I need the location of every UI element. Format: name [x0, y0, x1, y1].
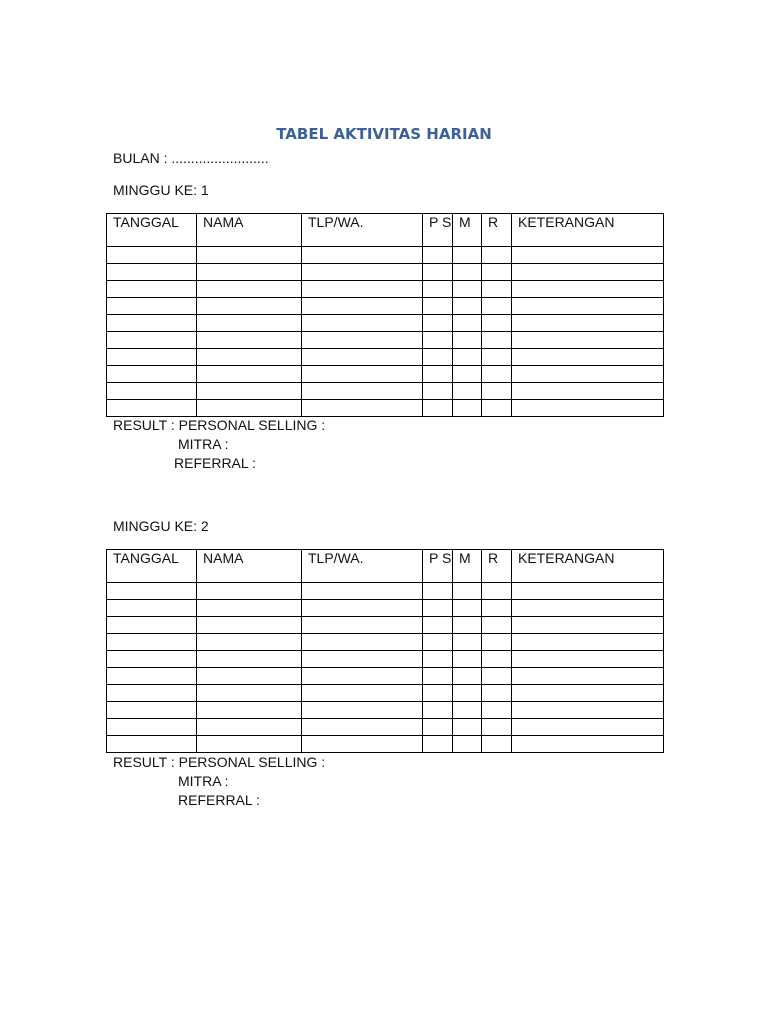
table-cell: [107, 366, 197, 383]
table-cell: [197, 736, 302, 753]
header-ps: P S: [423, 214, 453, 247]
table-row: [107, 617, 664, 634]
header-tlp-wa: TLP/WA.: [302, 550, 423, 583]
table-cell: [482, 600, 512, 617]
table-cell: [302, 264, 423, 281]
table-cell: [302, 668, 423, 685]
table-cell: [302, 366, 423, 383]
table-cell: [423, 247, 453, 264]
week-2-result-personal-selling: RESULT : PERSONAL SELLING :: [113, 754, 326, 770]
table-cell: [107, 702, 197, 719]
table-cell: [453, 281, 482, 298]
table-cell: [453, 315, 482, 332]
table-cell: [107, 668, 197, 685]
table-cell: [302, 298, 423, 315]
header-tlp-wa: TLP/WA.: [302, 214, 423, 247]
table-cell: [197, 315, 302, 332]
table-cell: [302, 349, 423, 366]
table-cell: [107, 315, 197, 332]
table-cell: [482, 264, 512, 281]
table-cell: [197, 332, 302, 349]
table-cell: [482, 281, 512, 298]
week-1-table: [106, 213, 664, 417]
table-cell: [302, 247, 423, 264]
table-cell: [197, 702, 302, 719]
table-cell: [107, 247, 197, 264]
table-cell: [197, 634, 302, 651]
table-cell: [302, 383, 423, 400]
table-cell: [512, 247, 664, 264]
table-row: [107, 668, 664, 685]
table-cell: [512, 651, 664, 668]
table-cell: [302, 634, 423, 651]
table-cell: [423, 298, 453, 315]
table-cell: [512, 736, 664, 753]
table-cell: [482, 617, 512, 634]
table-cell: [482, 383, 512, 400]
table-cell: [423, 264, 453, 281]
table-cell: [512, 668, 664, 685]
table-cell: [512, 702, 664, 719]
header-tanggal: TANGGAL: [107, 214, 197, 247]
table-row: [107, 600, 664, 617]
table-row: [107, 583, 664, 600]
header-m: M: [453, 214, 482, 247]
table-cell: [197, 366, 302, 383]
table-row: [107, 315, 664, 332]
table-cell: [107, 400, 197, 417]
table-row: [107, 634, 664, 651]
header-nama: NAMA: [197, 214, 302, 247]
header-tanggal: TANGGAL: [107, 550, 197, 583]
week-1-result-mitra: MITRA :: [178, 436, 229, 452]
table-cell: [423, 702, 453, 719]
header-keterangan: KETERANGAN: [512, 214, 664, 247]
table-cell: [453, 668, 482, 685]
table-cell: [423, 600, 453, 617]
table-cell: [107, 685, 197, 702]
bulan-line: BULAN : .........................: [113, 150, 269, 166]
table-cell: [197, 281, 302, 298]
table-cell: [423, 719, 453, 736]
table-cell: [423, 349, 453, 366]
table-row: [107, 400, 664, 417]
table-cell: [423, 736, 453, 753]
table-cell: [107, 634, 197, 651]
week-1-result-personal-selling: RESULT : PERSONAL SELLING :: [113, 417, 326, 433]
table-cell: [107, 298, 197, 315]
week-1-result-referral: REFERRAL :: [174, 455, 256, 471]
table-row: [107, 685, 664, 702]
table-cell: [197, 685, 302, 702]
table-cell: [107, 583, 197, 600]
header-ps: P S: [423, 550, 453, 583]
table-cell: [107, 332, 197, 349]
table-cell: [107, 651, 197, 668]
table-cell: [302, 600, 423, 617]
table-cell: [302, 281, 423, 298]
table-cell: [512, 617, 664, 634]
table-cell: [512, 298, 664, 315]
table-cell: [512, 400, 664, 417]
week-2-result-referral: REFERRAL :: [178, 792, 260, 808]
table-cell: [453, 247, 482, 264]
table-cell: [453, 600, 482, 617]
document-title: TABEL AKTIVITAS HARIAN: [276, 125, 492, 143]
week-2-table: [106, 549, 664, 753]
table-cell: [453, 617, 482, 634]
table-cell: [453, 349, 482, 366]
table-cell: [107, 264, 197, 281]
table-cell: [107, 281, 197, 298]
table-cell: [453, 634, 482, 651]
table-cell: [423, 366, 453, 383]
table-cell: [302, 702, 423, 719]
table-cell: [423, 583, 453, 600]
table-cell: [197, 264, 302, 281]
table-cell: [512, 281, 664, 298]
table-cell: [482, 719, 512, 736]
table-cell: [302, 332, 423, 349]
table-row: [107, 281, 664, 298]
header-keterangan: KETERANGAN: [512, 550, 664, 583]
header-r: R: [482, 550, 512, 583]
table-cell: [302, 583, 423, 600]
table-cell: [302, 400, 423, 417]
table-cell: [423, 383, 453, 400]
table-cell: [453, 298, 482, 315]
table-cell: [482, 349, 512, 366]
table-cell: [423, 281, 453, 298]
table-cell: [302, 617, 423, 634]
table-cell: [512, 332, 664, 349]
table-row: [107, 298, 664, 315]
table-row: [107, 719, 664, 736]
table-cell: [512, 383, 664, 400]
table-cell: [482, 651, 512, 668]
table-row: [107, 383, 664, 400]
table-cell: [197, 668, 302, 685]
table-cell: [512, 600, 664, 617]
week-2-result-mitra: MITRA :: [178, 773, 229, 789]
table-row: [107, 247, 664, 264]
table-cell: [482, 400, 512, 417]
table-cell: [423, 315, 453, 332]
table-cell: [107, 349, 197, 366]
table-row: [107, 332, 664, 349]
table-cell: [512, 583, 664, 600]
table-cell: [453, 383, 482, 400]
table-cell: [197, 247, 302, 264]
table-cell: [453, 719, 482, 736]
table-cell: [107, 600, 197, 617]
table-cell: [453, 736, 482, 753]
table-cell: [107, 719, 197, 736]
table-cell: [482, 583, 512, 600]
table-row: [107, 736, 664, 753]
header-r: R: [482, 214, 512, 247]
table-cell: [482, 298, 512, 315]
table-cell: [482, 702, 512, 719]
table-cell: [453, 651, 482, 668]
table-cell: [482, 668, 512, 685]
table-cell: [453, 685, 482, 702]
table-cell: [512, 685, 664, 702]
table-cell: [197, 600, 302, 617]
table-cell: [423, 332, 453, 349]
table-cell: [197, 617, 302, 634]
table-header-row: [107, 550, 664, 583]
table-cell: [302, 315, 423, 332]
table-row: [107, 366, 664, 383]
table-row: [107, 349, 664, 366]
table-header-row: [107, 214, 664, 247]
table-row: [107, 651, 664, 668]
table-cell: [423, 685, 453, 702]
header-nama: NAMA: [197, 550, 302, 583]
week-2-label: MINGGU KE: 2: [113, 518, 209, 534]
table-row: [107, 264, 664, 281]
table-cell: [107, 736, 197, 753]
table-cell: [197, 400, 302, 417]
table-cell: [453, 366, 482, 383]
table-cell: [423, 668, 453, 685]
table-cell: [512, 719, 664, 736]
table-cell: [423, 617, 453, 634]
header-m: M: [453, 550, 482, 583]
table-cell: [302, 736, 423, 753]
table-cell: [423, 634, 453, 651]
table-cell: [302, 651, 423, 668]
table-cell: [512, 634, 664, 651]
week-1-label: MINGGU KE: 1: [113, 182, 209, 198]
table-cell: [482, 736, 512, 753]
table-row: [107, 702, 664, 719]
table-cell: [482, 247, 512, 264]
table-cell: [482, 685, 512, 702]
table-cell: [453, 583, 482, 600]
table-cell: [482, 315, 512, 332]
table-cell: [423, 651, 453, 668]
table-cell: [302, 719, 423, 736]
table-cell: [512, 315, 664, 332]
table-cell: [453, 332, 482, 349]
table-cell: [512, 264, 664, 281]
table-cell: [197, 349, 302, 366]
table-cell: [423, 400, 453, 417]
table-cell: [453, 400, 482, 417]
table-cell: [197, 583, 302, 600]
table-cell: [512, 349, 664, 366]
table-cell: [197, 651, 302, 668]
table-cell: [512, 366, 664, 383]
table-cell: [197, 383, 302, 400]
table-cell: [482, 332, 512, 349]
table-cell: [107, 617, 197, 634]
table-cell: [197, 719, 302, 736]
table-cell: [453, 264, 482, 281]
table-cell: [453, 702, 482, 719]
table-cell: [482, 634, 512, 651]
table-cell: [107, 383, 197, 400]
table-cell: [197, 298, 302, 315]
table-cell: [302, 685, 423, 702]
table-cell: [482, 366, 512, 383]
